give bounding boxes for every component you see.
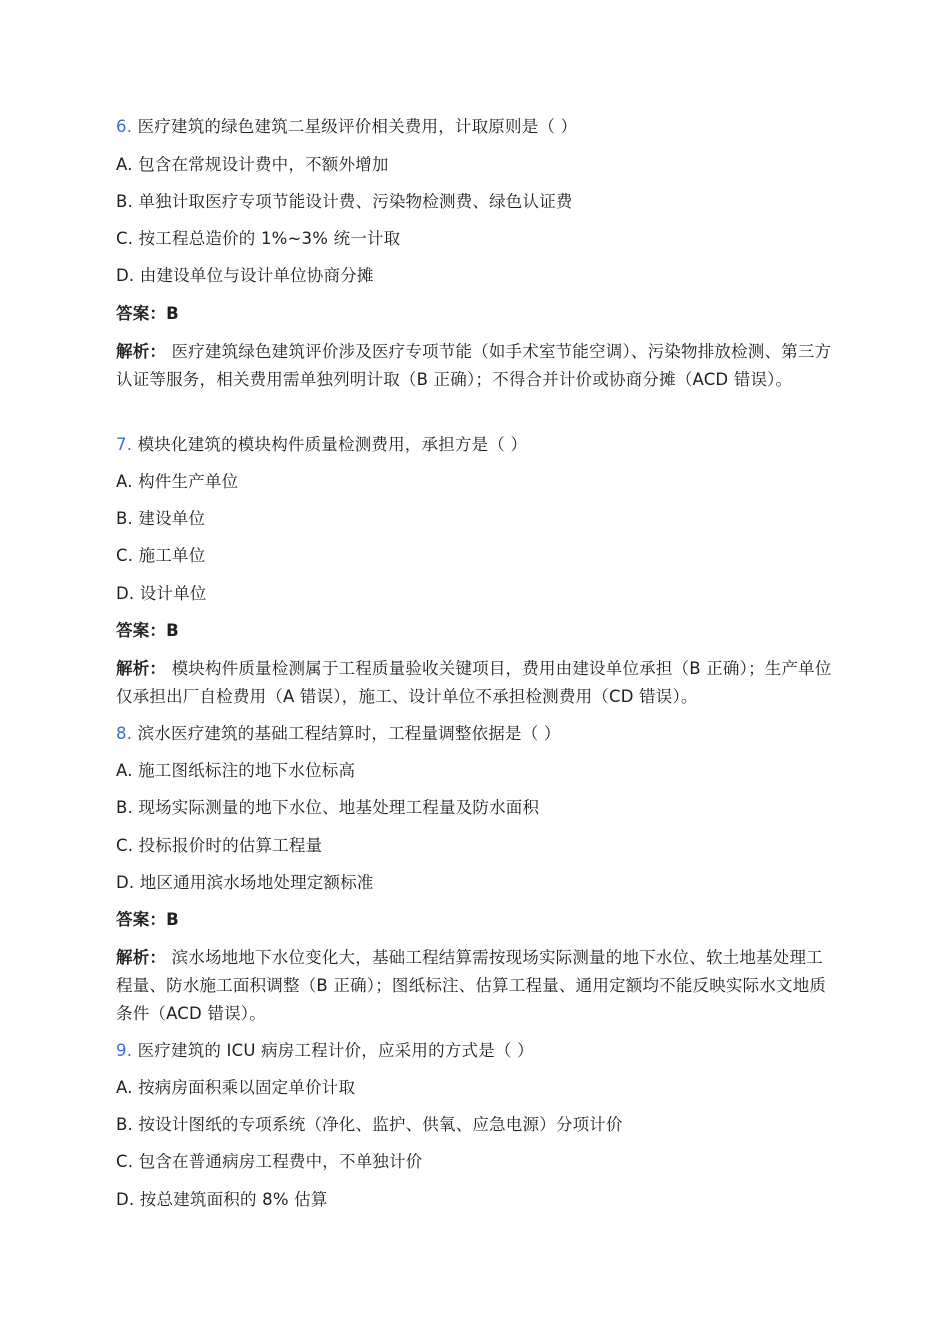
question-6-answer: [116, 300, 836, 328]
question-7-stem: [116, 431, 836, 459]
question-number: 6.: [116, 117, 133, 136]
question-8-option-c: C. 投标报价时的估算工程量: [116, 836, 323, 855]
question-9-option-b: B. 按设计图纸的专项系统（净化、监护、供氧、应急电源）分项计价: [116, 1115, 623, 1134]
question-7-option-a: A. 构件生产单位: [116, 472, 239, 491]
question-7-option-b: B. 建设单位: [116, 509, 206, 528]
analysis-label: 解析：: [116, 659, 167, 678]
question-9-option-c: C. 包含在普通病房工程费中，不单独计价: [116, 1152, 423, 1171]
question-7-analysis: [116, 655, 836, 711]
question-number: 8.: [116, 724, 133, 743]
question-text: 医疗建筑的绿色建筑二星级评价相关费用，计取原则是（ ）: [137, 117, 578, 136]
question-9-option-d: D. 按总建筑面积的 8% 估算: [116, 1190, 328, 1209]
question-6-option-b: B. 单独计取医疗专项节能设计费、污染物检测费、绿色认证费: [116, 192, 573, 211]
question-text: 滨水医疗建筑的基础工程结算时，工程量调整依据是（ ）: [137, 724, 561, 743]
question-7-option-c: C. 施工单位: [116, 546, 206, 565]
question-6-stem: [116, 113, 836, 141]
analysis-text: 医疗建筑绿色建筑评价涉及医疗专项节能（如手术室节能空调）、污染物排放检测、第三方认证等服务，相关费用需单独列明计取（B 正确）；不得合并计价或协商分摊（ACD 错误）。: [116, 342, 832, 389]
answer-label: 答案：: [116, 304, 167, 323]
answer-label: 答案：: [116, 910, 167, 929]
question-8-option-a: A. 施工图纸标注的地下水位标高: [116, 761, 356, 780]
question-7-option-d: D. 设计单位: [116, 584, 207, 603]
question-6-analysis: [116, 338, 836, 394]
answer-value: B: [166, 304, 179, 323]
question-8-analysis: [116, 944, 836, 1028]
question-7-answer: [116, 617, 836, 645]
question-8-option-b: B. 现场实际测量的地下水位、地基处理工程量及防水面积: [116, 798, 540, 817]
question-text: 医疗建筑的 ICU 病房工程计价，应采用的方式是（ ）: [137, 1041, 534, 1060]
analysis-label: 解析：: [116, 948, 167, 967]
answer-value: B: [166, 910, 179, 929]
question-6-option-a: A. 包含在常规设计费中，不额外增加: [116, 155, 389, 174]
question-6-option-c: C. 按工程总造价的 1%~3% 统一计取: [116, 229, 401, 248]
answer-value: B: [166, 621, 179, 640]
question-number: 7.: [116, 435, 133, 454]
question-8-answer: [116, 906, 836, 934]
question-8-option-d: D. 地区通用滨水场地处理定额标准: [116, 873, 374, 892]
question-text: 模块化建筑的模块构件质量检测费用，承担方是（ ）: [137, 435, 528, 454]
analysis-text: 模块构件质量检测属于工程质量验收关键项目，费用由建设单位承担（B 正确）；生产单位仅承担出厂自检费用（A 错误），施工、设计单位不承担检测费用（CD 错误）。: [116, 659, 832, 706]
question-number: 9.: [116, 1041, 133, 1060]
question-9-option-a: A. 按病房面积乘以固定单价计取: [116, 1078, 356, 1097]
analysis-label: 解析：: [116, 342, 167, 361]
question-9-stem: [116, 1037, 836, 1065]
analysis-text: 滨水场地地下水位变化大，基础工程结算需按现场实际测量的地下水位、软土地基处理工程量、防水施工面积调整（B 正确）；图纸标注、估算工程量、通用定额均不能反映实际水文地质条件（ACD 错误）。: [116, 948, 827, 1023]
answer-label: 答案：: [116, 621, 167, 640]
question-8-stem: [116, 720, 836, 748]
question-6-option-d: D. 由建设单位与设计单位协商分摊: [116, 266, 374, 285]
